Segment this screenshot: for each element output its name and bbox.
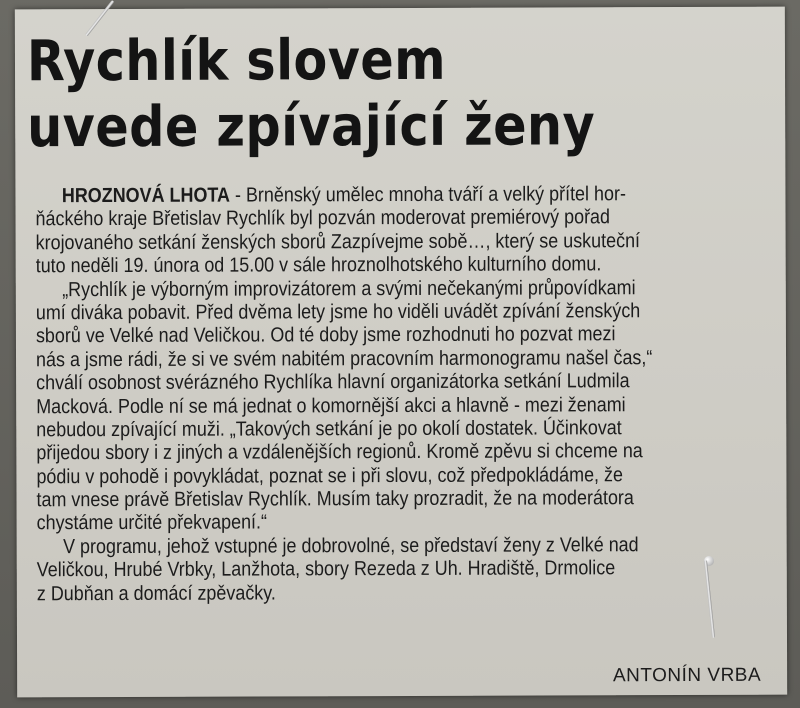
paragraph-1	[35, 183, 687, 279]
article-line: chystáme určité překvapení.“	[36, 511, 268, 535]
article-line: „Rychlík je výborným improvizátorem a svými nečekanými průpovídkami	[62, 276, 636, 301]
byline: ANTONÍN VRBA	[612, 664, 762, 687]
article-line: tam vnese právě Břetislav Rychlík. Musím taky prozradit, že na moderátora	[36, 487, 634, 512]
article-line: přijedou sbory i z jiných a vzdálenějších regionů. Kromě zpěvu si chceme na	[36, 440, 643, 465]
article-line	[35, 183, 686, 209]
article-line: krojovaného setkání ženských sborů Zazpívejme sobě…, který se uskuteční	[35, 229, 641, 255]
article-line: nebudou zpívající muži. „Takových setkání je po okolí dostatek. Účinkovat	[36, 417, 622, 442]
article-line: sborů ve Velké nad Veličkou. Od té doby jsme rozhodnuti ho pozvat mezi	[35, 323, 616, 348]
article-line: ňáckého kraje Břetislav Rychlík byl pozván moderovat premiérový pořad	[35, 206, 611, 231]
paragraph-3	[37, 534, 688, 606]
article-body	[35, 183, 688, 606]
article-line: z Dubňan a domácí zpěvačky.	[36, 582, 276, 605]
newspaper-clipping	[15, 7, 787, 698]
dateline: HROZNOVÁ LHOTA	[61, 184, 231, 208]
article-line: umí diváka pobavit. Před dvěma lety jsme ho viděli uvádět zpívání ženských	[35, 300, 641, 325]
article-line: pódiu v pohodě i povykládat, poznat se i při slovu, což předpokládáme, že	[36, 463, 623, 488]
article-line: Macková. Podle ní se má jednat o komornější akci a hlavně - mezi ženami	[36, 393, 626, 418]
article-line: Veličkou, Hrubé Vrbky, Lanžhota, sbory Rezeda z Uh. Hradiště, Drmolice	[36, 557, 616, 582]
paragraph-2	[36, 277, 688, 537]
article-line: tuto neděli 19. února od 15.00 v sále hroznolhotského kulturního domu.	[35, 253, 602, 278]
headline	[27, 27, 595, 161]
article-line-text: - Brněnský umělec mnoha tváří a velký přítel hor-	[229, 183, 626, 207]
article-line: V programu, jehož vstupné je dobrovolné, se představí ženy z Velké nad	[63, 534, 639, 559]
article-line: nás a jsme rádi, že si ve svém nabitém pracovním harmonogramu našel čas,“	[35, 346, 653, 372]
article-line: chválí osobnost svérázného Rychlíka hlavní organizátorka setkání Ludmila	[36, 370, 630, 395]
headline-line-1: Rychlík slovem	[26, 27, 447, 95]
headline-line-2: uvede zpívající ženy	[27, 93, 596, 161]
